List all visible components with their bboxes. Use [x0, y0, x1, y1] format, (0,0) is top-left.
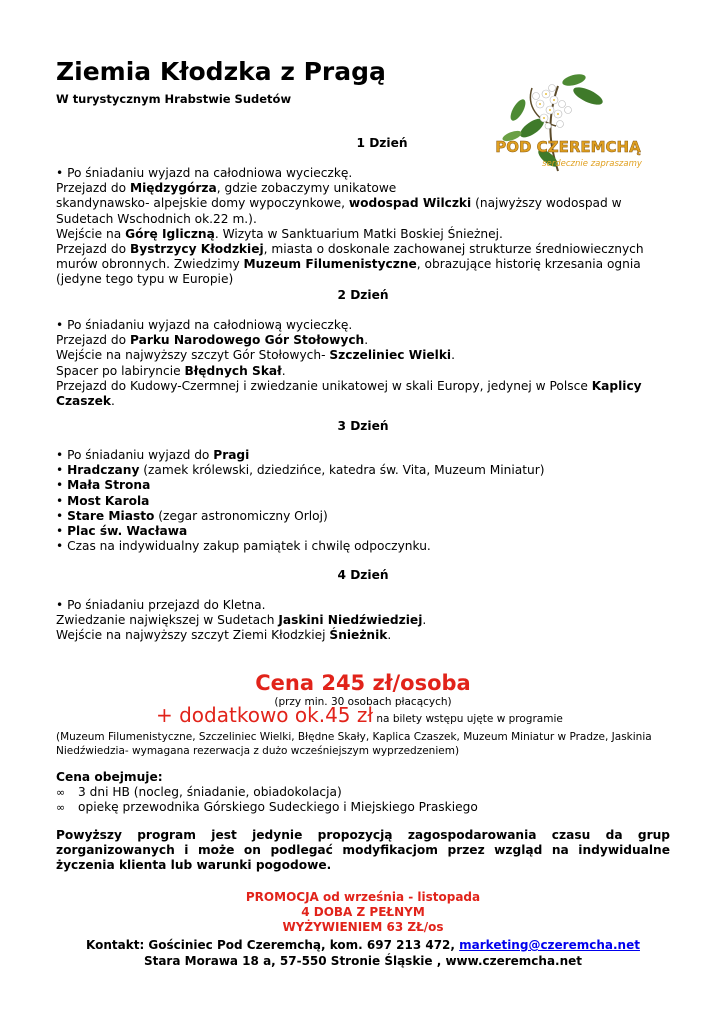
day3-section [56, 448, 670, 554]
price-includes [56, 770, 670, 816]
day3-line: • Most Karola [56, 493, 150, 508]
infinity-bullet-icon: ∞ [56, 786, 66, 800]
day2-line: Wejście na najwyższy szczyt Gór Stołowych- Szczeliniec Wielki. [56, 348, 455, 363]
day3-line: • Stare Miasto (zegar astronomiczny Orloj) [56, 508, 328, 523]
extra-cost [156, 703, 563, 727]
email-link[interactable]: marketing@czeremcha.net [459, 938, 640, 952]
day1-line: Przejazd do Bystrzycy Kłodzkiej, miasta o doskonale zachowanej strukturze średniowiecznych murów obronnych. Zwiedzimy Muzeum Filumenistyczne, obrazujące historię krzesania ognia (jedyne tego typu w Europie) [56, 242, 644, 287]
tickets-list: (Muzeum Filumenistyczne, Szczeliniec Wielki, Błędne Skały, Kaplica Czaszek, Muzeum Miniatur w Pradze, Jaskinia Niedźwiedzia- wymagana rezerwacja z dużo wcześniejszym wyprzedzeniem) [56, 731, 652, 757]
day4-line: • Po śniadaniu przejazd do Kletna. [56, 598, 266, 612]
includes-item: ∞ 3 dni HB (nocleg, śniadanie, obiadokolacja) [56, 785, 342, 800]
includes-item: ∞ opiekę przewodnika Górskiego Sudeckiego i Miejskiego Praskiego [56, 800, 478, 815]
logo-text: POD CZEREMCHĄ [495, 138, 641, 156]
contact-line: Kontakt: Gościniec Pod Czeremchą, kom. 697 213 472, marketing@czeremcha.net [86, 938, 640, 952]
day1-line: Przejazd do Międzygórza, gdzie zobaczymy unikatowe [56, 181, 397, 196]
day2-section [56, 318, 670, 409]
day3-heading: 3 Dzień [337, 419, 389, 433]
page-subtitle: W turystycznym Hrabstwie Sudetów [56, 92, 292, 106]
promotion [56, 890, 670, 935]
day2-line: Przejazd do Parku Narodowego Gór Stołowych. [56, 333, 369, 348]
price-minimum: (przy min. 30 osobach płacących) [274, 696, 452, 708]
contact-info [56, 938, 670, 969]
infinity-bullet-icon: ∞ [56, 801, 66, 815]
day2-line: Spacer po labiryncie Błędnych Skał. [56, 363, 286, 378]
day3-line: • Mała Strona [56, 478, 151, 493]
day4-section [56, 598, 670, 644]
price-heading: Cena 245 zł/osoba [255, 671, 471, 695]
logo-tagline: serdecznie zapraszamy [542, 159, 642, 169]
day2-line: Przejazd do Kudowy-Czermnej i zwiedzanie unikatowej w skali Europy, jedynej w Polsce Kaplicy Czaszek. [56, 378, 642, 409]
day1-line: skandynawsko- alpejskie domy wypoczynkowe, wodospad Wilczki (najwyższy wodospad w Sudetach Wschodnich ok.22 m.). [56, 196, 622, 226]
program-note: Powyższy program jest jedynie propozycją zagospodarowania czasu da grup zorganizowanych i może on podlegać modyfikacjom przez wzgląd na indywidualne życzenia klienta lub warunki pogodowe. [56, 828, 670, 873]
day3-line: • Po śniadaniu wyjazd do Pragi [56, 448, 250, 462]
day3-line: • Plac św. Wacława [56, 524, 188, 539]
extra-cost-amount: + dodatkowo ok.45 zł [156, 703, 374, 727]
pod-czeremcha-logo [488, 66, 648, 174]
includes-heading: Cena obejmuje: [56, 770, 163, 784]
promo-line: 4 DOBA Z PEŁNYM [301, 905, 425, 919]
day3-line: • Hradczany (zamek królewski, dziedzińce, katedra św. Vita, Muzeum Miniatur) [56, 463, 545, 478]
day4-heading: 4 Dzień [337, 568, 389, 582]
day1-line: Wejście na Górę Igliczną. Wizyta w Sanktuarium Matki Boskiej Śnieżnej. [56, 226, 503, 241]
day3-line: • Czas na indywidualny zakup pamiątek i chwilę odpoczynku. [56, 539, 431, 554]
day1-section [56, 166, 670, 288]
day1-heading: 1 Dzień [356, 136, 408, 150]
address-line: Stara Morawa 18 a, 57-550 Stronie Śląskie , www.czeremcha.net [143, 953, 583, 968]
day1-line: • Po śniadaniu wyjazd na całodniowa wycieczkę. [56, 166, 353, 180]
day4-line: Zwiedzanie największej w Sudetach Jaskini Niedźwiedziej. [56, 613, 427, 628]
page-title: Ziemia Kłodzka z Pragą [56, 57, 386, 86]
day4-line: Wejście na najwyższy szczyt Ziemi Kłodzkiej Śnieżnik. [56, 628, 392, 643]
day2-line: • Po śniadaniu wyjazd na całodniową wycieczkę. [56, 318, 353, 332]
extra-cost-note: na bilety wstępu ujęte w programie [373, 713, 563, 725]
promo-line: PROMOCJA od września - listopada [245, 890, 481, 904]
day2-heading: 2 Dzień [337, 288, 389, 302]
promo-line: WYŻYWIENIEM 63 ZŁ/os [282, 920, 444, 934]
